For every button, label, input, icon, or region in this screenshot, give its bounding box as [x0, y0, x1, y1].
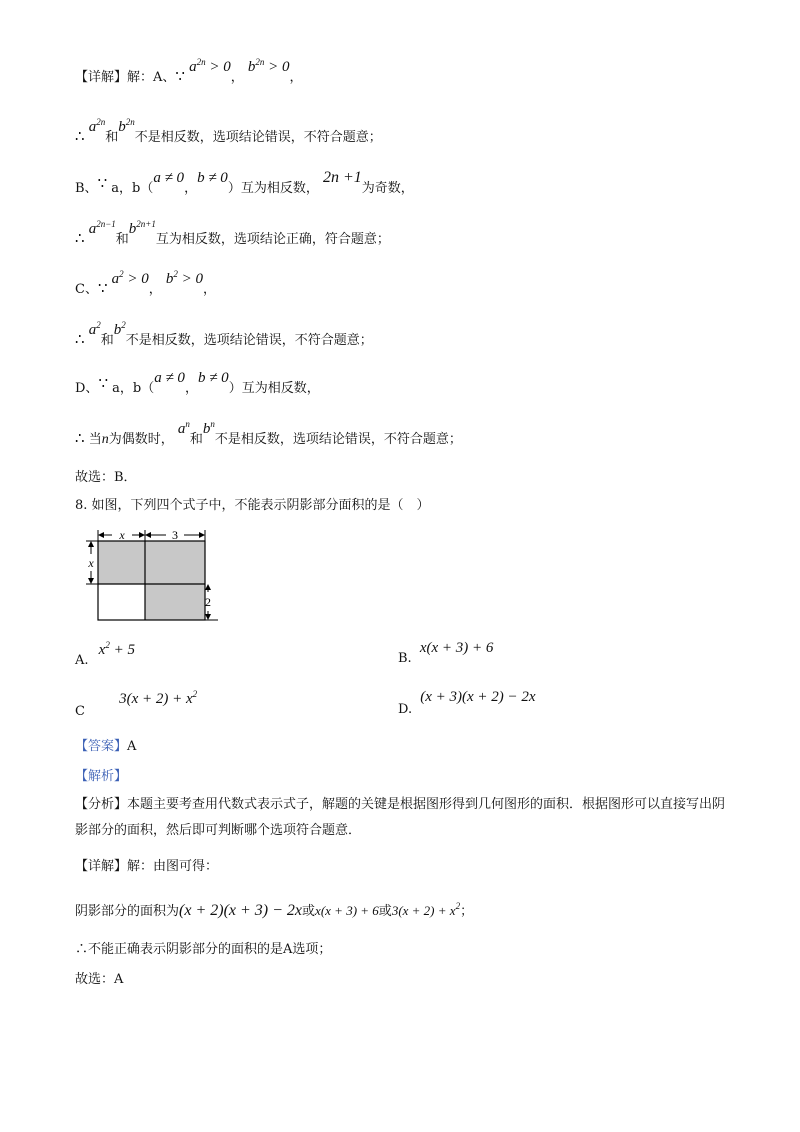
detail-head: 【详解】解：由图可得：: [75, 859, 219, 874]
option-d: D. (x + 3)(x + 2) − 2x: [398, 689, 536, 717]
analysis-paragraph: 【分析】本题主要考查用代数式表示式子，解题的关键是根据图形得到几何图形的面积．根据图形可以直接写出阴影部分的面积，然后即可判断哪个选项符合题意．: [75, 797, 726, 838]
question-figure: [82, 526, 222, 626]
dim-left-x: x: [88, 556, 94, 570]
shaded-top-right: [145, 541, 205, 584]
dim-top-3: 3: [172, 528, 178, 542]
detail-line-d: D、∵ a，b（a ≠ 0，b ≠ 0）互为相反数，: [75, 370, 320, 396]
option-c: C $3(x + 2) + x^2$: [75, 689, 198, 719]
shadow-area-line: 阴影部分的面积为(x + 2)(x + 3) − 2x或x(x + 3) + 6或$3(x + 2) + x^2$；: [75, 901, 474, 919]
detail-line-c: C、∵ $a^2 > 0$， $b^2 > 0$，: [75, 269, 217, 297]
option-a: A. $x^2 + 5$: [75, 640, 135, 668]
question-8: 8. 如图，下列四个式子中，不能表示阴影部分面积的是（ ）: [75, 498, 430, 513]
detail-line-b: B、∵ a，b（a ≠ 0，b ≠ 0）互为相反数， 2n +1为奇数，: [75, 169, 414, 196]
detail-line-c-conclusion: ∴ $a^2$和$b^2$不是相反数，选项结论错误，不符合题意；: [75, 320, 373, 348]
detail-line-b-conclusion: ∴ $a^{2n-1}$和$b^{2n+1}$互为相反数，选项结论正确，符合题意；: [75, 219, 390, 247]
shaded-bottom-right: [145, 584, 205, 620]
math-b2n: $b^{2n} > 0$: [247, 57, 290, 75]
option-b: B. x(x + 3) + 6: [398, 640, 494, 666]
shaded-top-left: [98, 541, 145, 584]
answer-line: 【答案】A: [75, 739, 137, 754]
detail-line-a-conclusion: ∴ $a^{2n}$和$b^{2n}$不是相反数，选项结论错误，不符合题意；: [75, 117, 382, 145]
analysis-tag: 【解析】: [75, 769, 128, 784]
detail-line-d-conclusion: ∴ 当n为偶数时， $a^n$和$b^n$不是相反数，选项结论错误，不符合题意；: [75, 419, 462, 447]
dim-right-2: 2: [205, 595, 211, 609]
math-a2n: $a^{2n} > 0$: [189, 57, 231, 75]
conclusion-line: ∴不能正确表示阴影部分的面积的是A选项；: [75, 942, 332, 957]
dim-top-x: x: [119, 528, 125, 542]
final-answer-line: 故选：A: [75, 972, 124, 987]
answer-tag: 【答案】: [75, 739, 128, 754]
detail-final-b: 故选：B．: [75, 470, 137, 485]
detail-line-a: 【详解】解：A、∵ $a^{2n} > 0$， $b^{2n} > 0$，: [75, 57, 303, 85]
